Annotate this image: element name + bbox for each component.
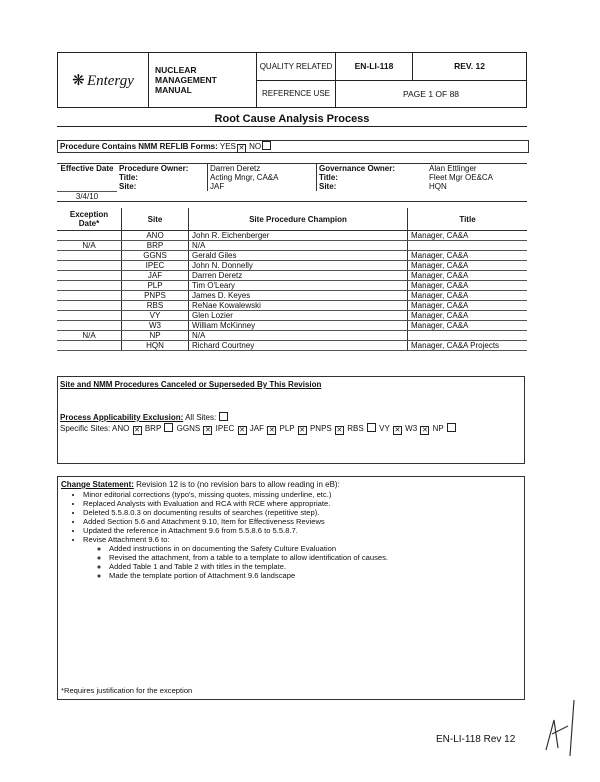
reflib-yes-checkbox: ✕	[238, 145, 245, 152]
champion-rows	[57, 231, 527, 351]
champion-row	[57, 241, 527, 251]
col-site: Site	[122, 208, 189, 231]
site-option-label: RBS	[347, 424, 364, 433]
document-number: EN-LI-118	[336, 53, 413, 81]
procedure-owner-labels: Procedure Owner: Title: Site:	[119, 164, 189, 191]
change-item: • Updated the reference in Attachment 9.6 from 5.5.8.6 to 5.5.8.7.	[83, 526, 521, 535]
change-list	[61, 490, 521, 580]
exception-footnote: *Requires justification for the exception	[61, 686, 193, 695]
site-option	[112, 424, 145, 433]
site-cell: VY	[122, 311, 189, 321]
champion-cell: William McKinney	[189, 321, 408, 331]
governance-owner-values: Alan Ettlinger Fleet Mgr OE&CA HQN	[429, 164, 494, 191]
change-item: • Replaced Analysts with Evaluation and RCA with RCE where appropriate.	[83, 499, 521, 508]
title-cell	[408, 241, 528, 251]
governance-owner-labels: Governance Owner: Title: Site:	[317, 164, 420, 192]
exception-date-cell	[57, 261, 122, 271]
all-sites-checkbox	[219, 412, 228, 421]
champion-row	[57, 311, 527, 321]
change-item: • Revise Attachment 9.6 to: ◦ Added instructions in on documenting the Safety Culture Evaluation ◦ Revised the attachment, from a table to a template to allow identification of causes. ◦ Added Table 1 and Table 2 with titles in the template. ◦ Made the template portion of Attachment 9.6 landscape	[83, 535, 521, 580]
site-option	[280, 424, 310, 433]
company-logo: ❋ Entergy	[58, 53, 149, 108]
champion-cell: Darren Deretz	[189, 271, 408, 281]
change-item: • Added Section 5.6 and Attachment 9.10, Item for Effectiveness Reviews	[83, 517, 521, 526]
site-cell: HQN	[122, 341, 189, 351]
site-option-label: PLP	[279, 424, 295, 433]
site-option	[310, 424, 347, 433]
reflib-no-checkbox	[262, 141, 271, 150]
title-cell: Manager, CA&A	[408, 231, 528, 241]
exception-date-cell	[57, 341, 122, 351]
champion-row	[57, 291, 527, 301]
champion-cell: N/A	[189, 241, 408, 251]
site-cell: ANO	[122, 231, 189, 241]
site-checkbox: ✕	[299, 427, 306, 434]
page-footer: EN-LI-118 Rev 12	[436, 734, 516, 745]
champion-cell: Gerald Giles	[189, 251, 408, 261]
handwritten-initials	[540, 690, 590, 760]
site-option	[177, 424, 216, 433]
site-cell: PLP	[122, 281, 189, 291]
title-cell	[408, 331, 528, 341]
title-cell: Manager, CA&A	[408, 301, 528, 311]
change-statement-section	[57, 476, 525, 700]
champion-row	[57, 281, 527, 291]
site-option	[216, 424, 250, 433]
exception-date-cell: N/A	[57, 331, 122, 341]
title-cell: Manager, CA&A	[408, 281, 528, 291]
change-sublist	[83, 544, 521, 580]
change-subitem: ◦ Added Table 1 and Table 2 with titles in the template.	[109, 562, 521, 571]
exception-date-cell	[57, 311, 122, 321]
site-option-label: NP	[432, 424, 444, 433]
champion-row	[57, 251, 527, 261]
site-checkbox: ✕	[336, 427, 343, 434]
exception-date-cell	[57, 291, 122, 301]
col-exception-date: Exception Date*	[57, 208, 122, 231]
applicability-row: Process Applicability Exclusion: All Sites:	[60, 412, 522, 423]
title-cell: Manager, CA&A	[408, 261, 528, 271]
site-option	[347, 424, 379, 433]
title-cell: Manager, CA&A Projects	[408, 341, 528, 351]
champion-row	[57, 331, 527, 341]
champion-cell: John R. Eichenberger	[189, 231, 408, 241]
site-option-label: GGNS	[176, 424, 201, 433]
site-option	[145, 424, 177, 433]
site-option-label: JAF	[249, 424, 265, 433]
owner-table	[57, 163, 527, 202]
site-cell: GGNS	[122, 251, 189, 261]
site-cell: NP	[122, 331, 189, 341]
site-option-label: ANO	[112, 424, 130, 433]
site-option-label: W3	[405, 424, 418, 433]
change-subitem: ◦ Made the template portion of Attachment 9.6 landscape	[109, 571, 521, 580]
champion-row	[57, 341, 527, 351]
specific-sites-row: Specific Sites: ANO ✕ BRP GGNS ✕ IPEC ✕ JAF ✕ PLP ✕ PNPS ✕ RBS VY ✕ W3 ✕ NP	[60, 423, 522, 435]
site-checkbox: ✕	[421, 427, 428, 434]
champion-cell: Glen Lozier	[189, 311, 408, 321]
change-subitem: ◦ Revised the attachment, from a table to a template to allow identification of causes.	[109, 553, 521, 562]
site-option	[379, 424, 405, 433]
site-checkbox: ✕	[268, 427, 275, 434]
site-checkbox	[447, 423, 456, 432]
procedure-owner-values: Darren Deretz Acting Mngr, CA&A JAF	[208, 164, 317, 192]
site-option-label: PNPS	[309, 424, 332, 433]
title-cell: Manager, CA&A	[408, 291, 528, 301]
champion-cell: ReNae Kowalewski	[189, 301, 408, 311]
change-item: • Deleted 5.5.8.0.3 on documenting results of searches (repetitive step).	[83, 508, 521, 517]
change-subitem: ◦ Added instructions in on documenting the Safety Culture Evaluation	[109, 544, 521, 553]
site-option-label: BRP	[144, 424, 162, 433]
champion-row	[57, 301, 527, 311]
exception-date-cell	[57, 321, 122, 331]
title-cell: Manager, CA&A	[408, 271, 528, 281]
champion-cell: John N. Donnelly	[189, 261, 408, 271]
exception-date-cell	[57, 251, 122, 261]
effective-date-value: 3/4/10	[57, 191, 117, 201]
site-checkbox: ✕	[204, 427, 211, 434]
reflib-row: Procedure Contains NMM REFLIB Forms: YES ✕ NO	[57, 140, 529, 153]
site-checkbox	[164, 423, 173, 432]
site-option	[250, 424, 280, 433]
site-cell: IPEC	[122, 261, 189, 271]
change-item: • Minor editorial corrections (typo's, missing quotes, missing underline, etc.)	[83, 490, 521, 499]
site-option	[405, 424, 432, 433]
site-cell: PNPS	[122, 291, 189, 301]
site-option-label: VY	[379, 424, 390, 433]
site-option	[433, 424, 457, 433]
champion-cell: N/A	[189, 331, 408, 341]
exception-date-cell: N/A	[57, 241, 122, 251]
site-champion-table	[57, 208, 527, 351]
exception-date-cell	[57, 271, 122, 281]
manual-name: NUCLEAR MANAGEMENT MANUAL	[149, 53, 257, 108]
champion-row	[57, 231, 527, 241]
quality-related-label: QUALITY RELATED	[257, 53, 336, 81]
site-checkbox	[367, 423, 376, 432]
champion-cell: James D. Keyes	[189, 291, 408, 301]
page-number: PAGE 1 OF 88	[336, 80, 527, 108]
exception-date-cell	[57, 231, 122, 241]
champion-row	[57, 261, 527, 271]
site-option-label: IPEC	[215, 424, 235, 433]
col-title: Title	[408, 208, 528, 231]
title-cell: Manager, CA&A	[408, 251, 528, 261]
canceled-section	[57, 376, 525, 464]
canceled-heading: Site and NMM Procedures Canceled or Superseded By This Revision	[60, 380, 322, 389]
exception-date-cell	[57, 281, 122, 291]
effective-date-label: Effective Date	[60, 164, 114, 173]
reference-use-label: REFERENCE USE	[257, 80, 336, 108]
site-checkbox: ✕	[239, 427, 245, 434]
champion-cell: Richard Courtney	[189, 341, 408, 351]
revision-number: REV. 12	[413, 53, 527, 81]
title-cell: Manager, CA&A	[408, 321, 528, 331]
col-champion: Site Procedure Champion	[189, 208, 408, 231]
champion-cell: Tim O'Leary	[189, 281, 408, 291]
title-cell: Manager, CA&A	[408, 311, 528, 321]
procedure-title: Root Cause Analysis Process	[57, 112, 527, 127]
site-cell: W3	[122, 321, 189, 331]
champion-row	[57, 271, 527, 281]
site-cell: RBS	[122, 301, 189, 311]
site-cell: BRP	[122, 241, 189, 251]
document-header	[57, 52, 527, 108]
site-cell: JAF	[122, 271, 189, 281]
site-checkbox: ✕	[394, 427, 401, 434]
exception-date-cell	[57, 301, 122, 311]
champion-row	[57, 321, 527, 331]
change-intro: Change Statement: Revision 12 is to (no revision bars to allow reading in eB):	[61, 480, 340, 489]
site-checkbox: ✕	[134, 427, 141, 434]
